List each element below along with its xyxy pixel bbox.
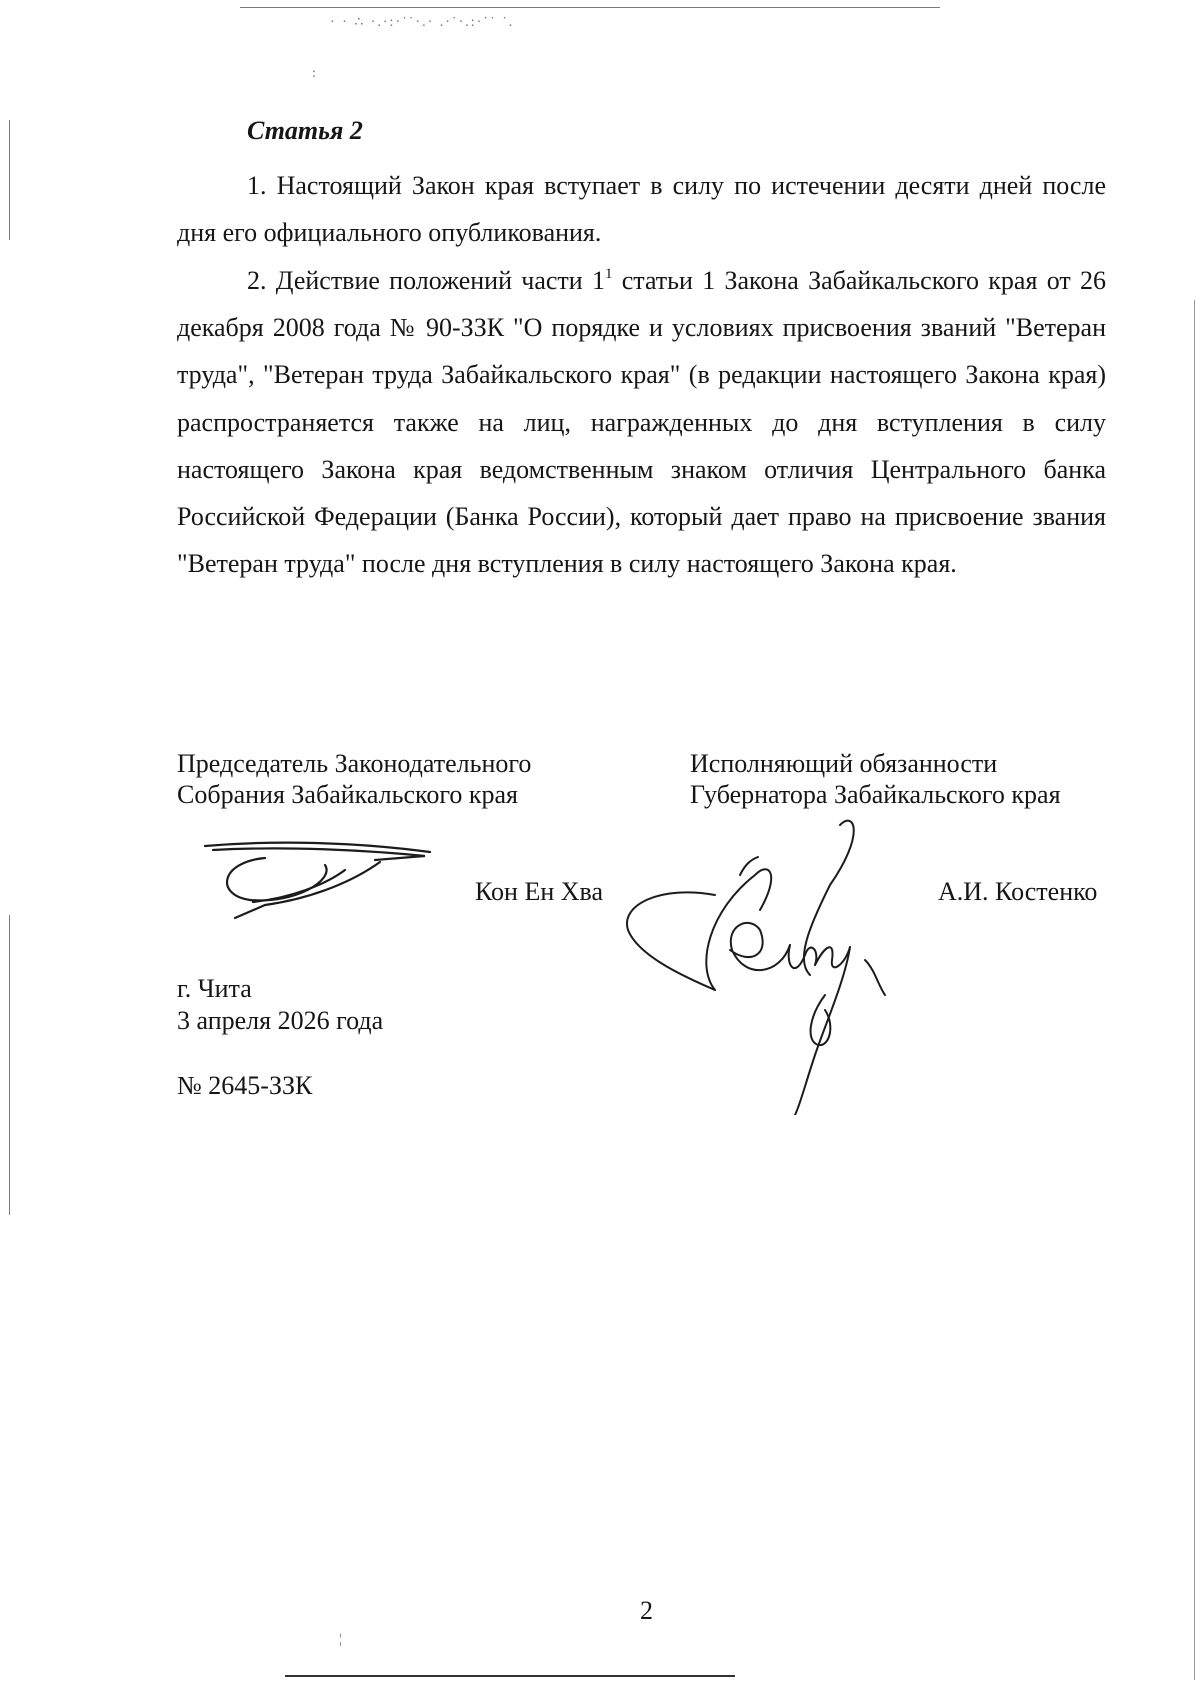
article-paragraph-1: 1. Настоящий Закон края вступает в силу по истечении десяти дней после дня его официального опубликования. bbox=[177, 171, 1106, 248]
scan-noise-top: · · ∴ ·.·:·˙˙·.· .·˙·.:·˙˙ ˙. bbox=[330, 15, 515, 30]
place: г. Чита bbox=[177, 974, 252, 1003]
left-title-line-2: Собрания Забайкальского края bbox=[177, 780, 518, 809]
scan-edge-top bbox=[240, 7, 940, 8]
date: 3 апреля 2026 года bbox=[177, 1006, 384, 1035]
scan-edge-left-lower bbox=[9, 915, 10, 1215]
page-number: 2 bbox=[640, 1596, 653, 1625]
right-title-line-1: Исполняющий обязанности bbox=[690, 749, 998, 778]
paragraph-2-body: статьи 1 Закона Забайкальского края от 26 декабря 2008 года № 90-ЗЗК "О порядке и условиях присвоения званий "Ветеран труда", "Ветеран труда Забайкальского края" (в редакции настоящего Закона края) распространяется также на лиц, награжденных до дня вступления в силу настоящего Закона края ведомственным знаком отличия Центрального банка Российской Федерации (Банка России), который дает право на присвоение звания "Ветеран труда" после дня вступления в силу настоящего Закона края. bbox=[177, 266, 1106, 579]
article-heading: Статья 2 bbox=[247, 116, 363, 145]
right-signatory-name: А.И. Костенко bbox=[938, 877, 1098, 906]
paragraph-2-superscript: 1 bbox=[604, 266, 613, 282]
scan-edge-left bbox=[9, 120, 10, 240]
law-number: № 2645-ЗЗК bbox=[177, 1071, 313, 1100]
right-title-line-2: Губернатора Забайкальского края bbox=[690, 780, 1061, 809]
scan-edge-bottom bbox=[285, 1675, 735, 1677]
left-signatory-title bbox=[177, 748, 531, 810]
left-signatory-name: Кон Ен Хва bbox=[475, 877, 604, 906]
scan-noise-mark: : bbox=[312, 66, 318, 81]
article-paragraph-2 bbox=[177, 257, 1106, 587]
place-and-date bbox=[177, 973, 383, 1037]
right-signatory-title bbox=[690, 748, 1061, 810]
scan-noise-mark-2: ¦ bbox=[339, 1632, 344, 1647]
left-title-line-1: Председатель Законодательного bbox=[177, 749, 532, 778]
scan-edge-right bbox=[1194, 300, 1195, 1680]
paragraph-2-lead: 2. Действие положений части 1 bbox=[247, 266, 605, 295]
left-handwritten-signature bbox=[195, 840, 445, 930]
right-handwritten-signature bbox=[620, 815, 940, 1115]
